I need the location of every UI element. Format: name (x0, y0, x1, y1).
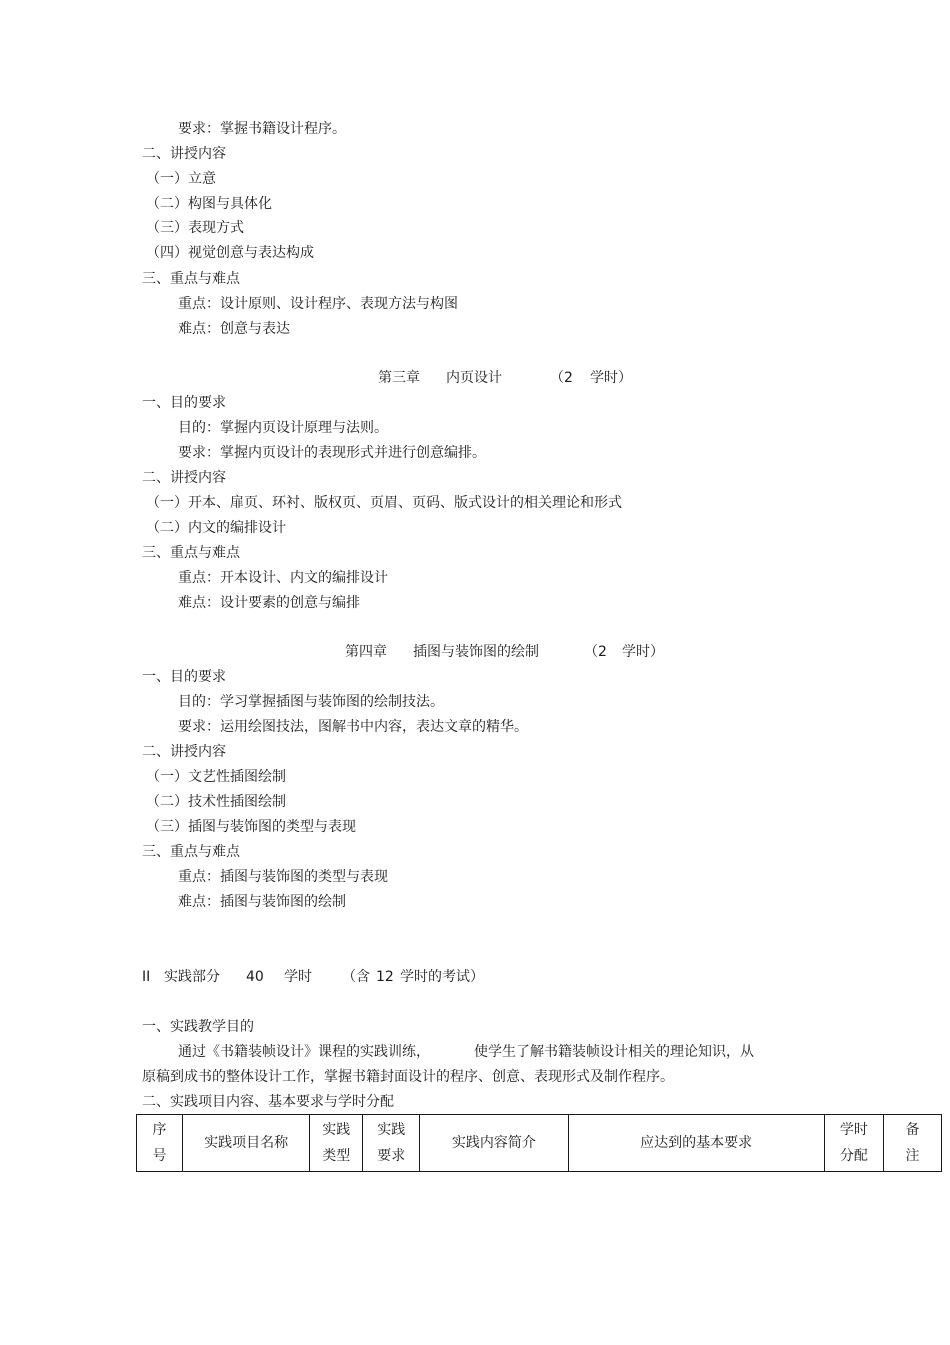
goal-line: 目的：学习掌握插图与装饰图的绘制技法。 (178, 694, 444, 710)
chapter-hours-unit: 学时） (622, 644, 664, 660)
paragraph-text: 使学生了解书籍装帧设计相关的理论知识，从 (474, 1044, 754, 1060)
header-cell-hours: 学时 分配 (824, 1115, 883, 1172)
difficulty-point: 难点：设计要素的创意与编排 (178, 595, 360, 611)
requirement-line: 要求：运用绘图技法，图解书中内容，表达文章的精华。 (178, 719, 528, 735)
section-heading: 一、实践教学目的 (142, 1019, 254, 1035)
key-point: 重点：开本设计、内文的编排设计 (178, 570, 388, 586)
difficulty-point: 难点：创意与表达 (178, 321, 290, 337)
content-item: （四）视觉创意与表达构成 (146, 245, 314, 261)
paragraph-text: 通过《书籍装帧设计》课程的实践训练， (178, 1044, 430, 1060)
table-header-row (137, 1115, 942, 1172)
section-heading: 二、讲授内容 (142, 470, 226, 486)
part-title: 实践部分 (164, 969, 220, 985)
goal-line: 目的：掌握内页设计原理与法则。 (178, 420, 388, 436)
section-heading: 三、重点与难点 (142, 545, 240, 561)
header-cell-remarks: 备 注 (883, 1115, 941, 1172)
section-heading: 二、讲授内容 (142, 146, 226, 162)
header-cell-index: 序 号 (137, 1115, 183, 1172)
chapter-hours: （2 (550, 370, 573, 386)
content-item: （一）文艺性插图绘制 (146, 769, 286, 785)
practice-table (136, 1114, 942, 1172)
content-item: （一）开本、扉页、环衬、版权页、页眉、页码、版式设计的相关理论和形式 (146, 495, 622, 511)
key-point: 重点：设计原则、设计程序、表现方法与构图 (178, 296, 458, 312)
header-cell-requirement: 实践 要求 (363, 1115, 420, 1172)
chapter-hours: （2 (584, 644, 607, 660)
part-exam-hours: 12 (376, 969, 394, 985)
difficulty-point: 难点：插图与装饰图的绘制 (178, 894, 346, 910)
key-point: 重点：插图与装饰图的类型与表现 (178, 869, 388, 885)
content-item: （一）立意 (146, 171, 216, 187)
requirement-line: 要求：掌握书籍设计程序。 (178, 121, 346, 137)
section-heading: 一、目的要求 (142, 395, 226, 411)
section-heading: 三、重点与难点 (142, 844, 240, 860)
chapter-hours-unit: 学时） (590, 370, 632, 386)
content-item: （三）表现方式 (146, 220, 244, 236)
content-item: （二）构图与具体化 (146, 196, 272, 212)
content-item: （三）插图与装饰图的类型与表现 (146, 819, 356, 835)
part-note-close: 学时的考试） (400, 969, 484, 985)
content-item: （二）技术性插图绘制 (146, 794, 286, 810)
chapter-number: 第三章 (378, 370, 420, 386)
paragraph-text: 原稿到成书的整体设计工作，掌握书籍封面设计的程序、创意、表现形式及制作程序。 (142, 1069, 674, 1085)
header-cell-content: 实践内容简介 (420, 1115, 568, 1172)
part-hours: 40 (246, 969, 264, 985)
requirement-line: 要求：掌握内页设计的表现形式并进行创意编排。 (178, 445, 486, 461)
section-heading: 三、重点与难点 (142, 271, 240, 287)
section-heading: 二、实践项目内容、基本要求与学时分配 (142, 1094, 394, 1110)
part-hours-unit: 学时 (284, 969, 312, 985)
section-heading: 二、讲授内容 (142, 744, 226, 760)
chapter-number: 第四章 (345, 644, 387, 660)
chapter-title: 内页设计 (446, 370, 502, 386)
header-cell-project-name: 实践项目名称 (183, 1115, 310, 1172)
header-cell-basic-requirements: 应达到的基本要求 (568, 1115, 824, 1172)
section-heading: 一、目的要求 (142, 669, 226, 685)
part-note-open: （含 (342, 969, 370, 985)
chapter-title: 插图与装饰图的绘制 (413, 644, 539, 660)
content-item: （二）内文的编排设计 (146, 520, 286, 536)
part-numeral: II (142, 969, 151, 985)
header-cell-type: 实践 类型 (310, 1115, 363, 1172)
